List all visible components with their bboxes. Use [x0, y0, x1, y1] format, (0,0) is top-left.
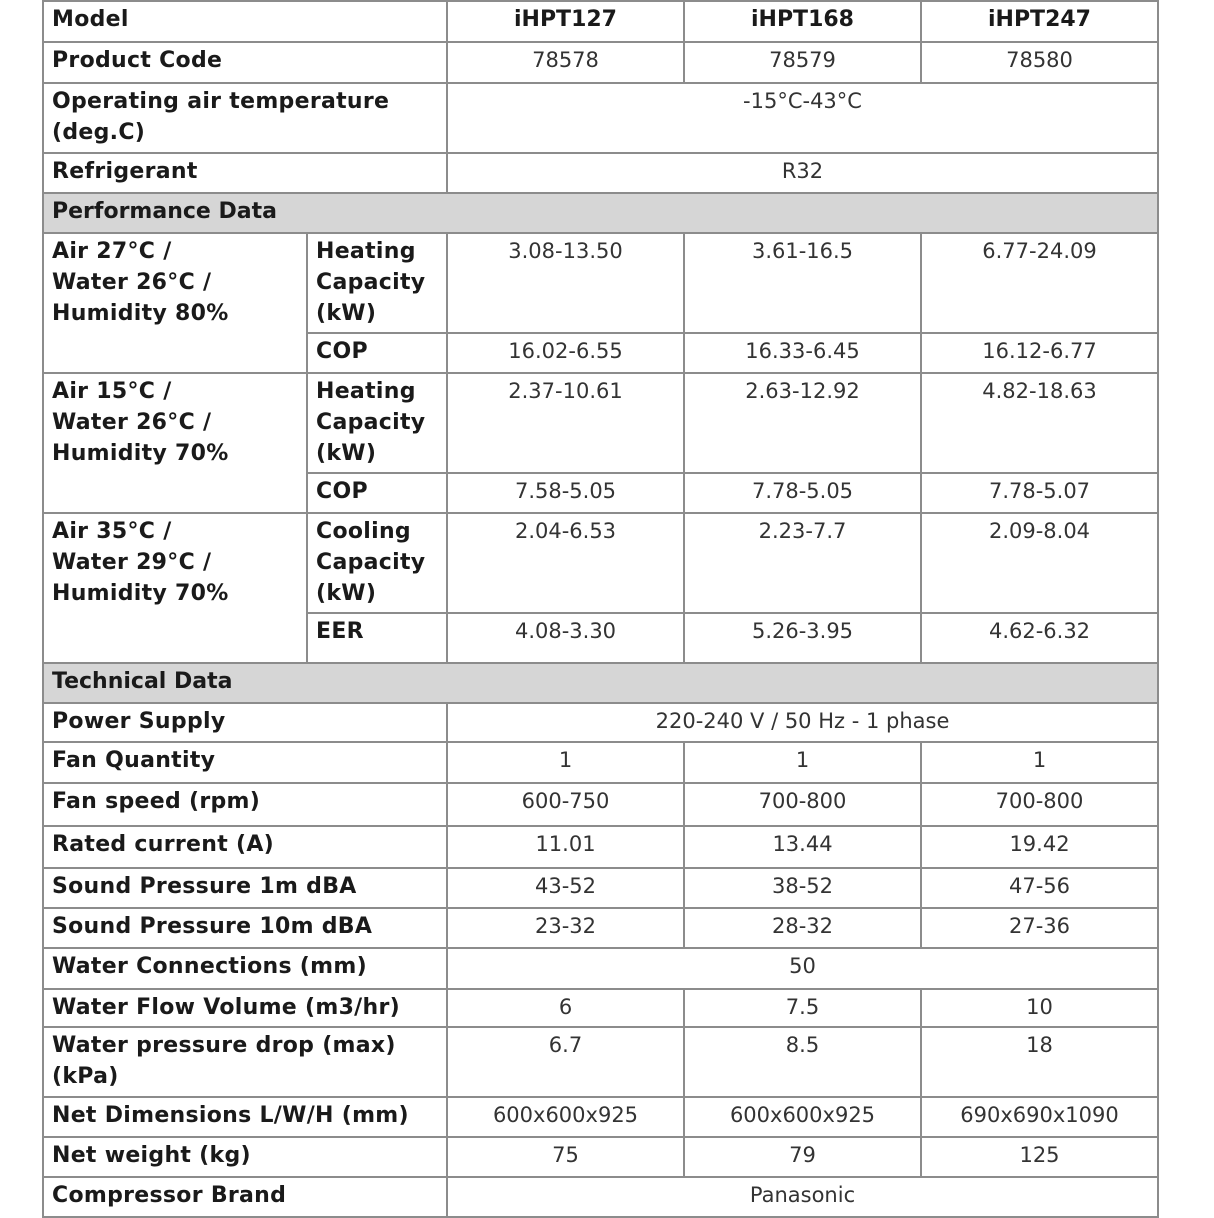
fan-speed-label: Fan speed (rpm): [43, 783, 447, 826]
sound-pressure-10m-value: 23-32: [447, 908, 684, 948]
sound-pressure-10m-value: 28-32: [684, 908, 921, 948]
sound-pressure-1m-value: 47-56: [921, 868, 1158, 908]
capacity-value: 6.77-24.09: [921, 233, 1158, 333]
net-dimensions-value: 690x690x1090: [921, 1097, 1158, 1137]
water-connections-label: Water Connections (mm): [43, 948, 447, 989]
product-code-value: 78578: [447, 42, 684, 83]
efficiency-value: 7.58-5.05: [447, 473, 684, 513]
efficiency-value: 4.08-3.30: [447, 613, 684, 663]
capacity-value: 2.04-6.53: [447, 513, 684, 613]
capacity-label: [307, 233, 447, 333]
net-weight-value: 75: [447, 1137, 684, 1177]
pressure-drop-value: 6.7: [447, 1027, 684, 1097]
technical-section-title: Technical Data: [43, 663, 1158, 703]
performance-capacity-row: [43, 513, 1158, 613]
capacity-label: [307, 373, 447, 473]
refrigerant-value: R32: [447, 153, 1158, 193]
water-flow-value: 6: [447, 989, 684, 1027]
operating-temp-row: [43, 83, 1158, 153]
condition-line: Air 27°C /: [52, 239, 172, 264]
condition-line: Water 26°C /: [52, 410, 212, 435]
condition-line: Humidity 80%: [52, 301, 229, 326]
capacity-label-line: Capacity: [316, 270, 426, 295]
performance-section-title: Performance Data: [43, 193, 1158, 233]
fan-speed-row: [43, 783, 1158, 826]
product-code-value: 78580: [921, 42, 1158, 83]
operating-temp-label: Operating air temperature (deg.C): [43, 83, 447, 153]
capacity-label-line: Heating: [316, 239, 416, 264]
sound-pressure-10m-label: Sound Pressure 10m dBA: [43, 908, 447, 948]
rated-current-value: 11.01: [447, 826, 684, 868]
sound-pressure-10m-value: 27-36: [921, 908, 1158, 948]
capacity-value: 2.63-12.92: [684, 373, 921, 473]
capacity-label-line: Heating: [316, 379, 416, 404]
capacity-value: 3.08-13.50: [447, 233, 684, 333]
capacity-value: 2.09-8.04: [921, 513, 1158, 613]
power-supply-row: [43, 703, 1158, 742]
net-dimensions-label: Net Dimensions L/W/H (mm): [43, 1097, 447, 1137]
model-name: iHPT127: [447, 1, 684, 42]
compressor-brand-label: Compressor Brand: [43, 1177, 447, 1217]
net-weight-value: 79: [684, 1137, 921, 1177]
sound-pressure-1m-value: 38-52: [684, 868, 921, 908]
capacity-value: 2.37-10.61: [447, 373, 684, 473]
spec-table: [42, 0, 1159, 1218]
refrigerant-label: Refrigerant: [43, 153, 447, 193]
pressure-drop-value: 8.5: [684, 1027, 921, 1097]
model-row: [43, 1, 1158, 42]
model-label: Model: [43, 1, 447, 42]
performance-capacity-row: [43, 233, 1158, 333]
fan-quantity-value: 1: [921, 742, 1158, 783]
net-dimensions-value: 600x600x925: [684, 1097, 921, 1137]
model-name: iHPT168: [684, 1, 921, 42]
rated-current-row: [43, 826, 1158, 868]
technical-section-header: [43, 663, 1158, 703]
capacity-value: 2.23-7.7: [684, 513, 921, 613]
operating-temp-value: -15°C-43°C: [447, 83, 1158, 153]
efficiency-value: 7.78-5.05: [684, 473, 921, 513]
capacity-label-line: Capacity: [316, 550, 426, 575]
water-flow-value: 10: [921, 989, 1158, 1027]
condition-line: Water 29°C /: [52, 550, 212, 575]
efficiency-value: 16.12-6.77: [921, 333, 1158, 373]
water-flow-row: [43, 989, 1158, 1027]
rated-current-label: Rated current (A): [43, 826, 447, 868]
capacity-label-line: (kW): [316, 301, 377, 326]
model-name: iHPT247: [921, 1, 1158, 42]
fan-speed-value: 700-800: [921, 783, 1158, 826]
condition-label: [43, 513, 307, 663]
efficiency-label: COP: [307, 333, 447, 373]
pressure-drop-row: [43, 1027, 1158, 1097]
efficiency-label: COP: [307, 473, 447, 513]
water-connections-value: 50: [447, 948, 1158, 989]
net-dimensions-row: [43, 1097, 1158, 1137]
performance-capacity-row: [43, 373, 1158, 473]
rated-current-value: 13.44: [684, 826, 921, 868]
efficiency-value: 5.26-3.95: [684, 613, 921, 663]
sound-pressure-1m-label: Sound Pressure 1m dBA: [43, 868, 447, 908]
net-dimensions-value: 600x600x925: [447, 1097, 684, 1137]
power-supply-label: Power Supply: [43, 703, 447, 742]
performance-section-header: [43, 193, 1158, 233]
net-weight-label: Net weight (kg): [43, 1137, 447, 1177]
condition-line: Humidity 70%: [52, 441, 229, 466]
condition-line: Humidity 70%: [52, 581, 229, 606]
net-weight-value: 125: [921, 1137, 1158, 1177]
capacity-label-line: (kW): [316, 581, 377, 606]
capacity-value: 3.61-16.5: [684, 233, 921, 333]
water-connections-row: [43, 948, 1158, 989]
net-weight-row: [43, 1137, 1158, 1177]
capacity-value: 4.82-18.63: [921, 373, 1158, 473]
product-code-row: [43, 42, 1158, 83]
efficiency-value: 7.78-5.07: [921, 473, 1158, 513]
capacity-label: [307, 513, 447, 613]
condition-line: Water 26°C /: [52, 270, 212, 295]
efficiency-value: 16.02-6.55: [447, 333, 684, 373]
condition-line: Air 15°C /: [52, 379, 172, 404]
fan-speed-value: 600-750: [447, 783, 684, 826]
compressor-brand-row: [43, 1177, 1158, 1217]
capacity-label-line: (kW): [316, 441, 377, 466]
capacity-label-line: Capacity: [316, 410, 426, 435]
fan-quantity-value: 1: [447, 742, 684, 783]
fan-quantity-row: [43, 742, 1158, 783]
pressure-drop-label: Water pressure drop (max) (kPa): [43, 1027, 447, 1097]
fan-quantity-value: 1: [684, 742, 921, 783]
sound-pressure-1m-value: 43-52: [447, 868, 684, 908]
product-code-value: 78579: [684, 42, 921, 83]
refrigerant-row: [43, 153, 1158, 193]
condition-label: [43, 233, 307, 373]
fan-quantity-label: Fan Quantity: [43, 742, 447, 783]
capacity-label-line: Cooling: [316, 519, 411, 544]
efficiency-value: 16.33-6.45: [684, 333, 921, 373]
water-flow-value: 7.5: [684, 989, 921, 1027]
product-code-label: Product Code: [43, 42, 447, 83]
power-supply-value: 220-240 V / 50 Hz - 1 phase: [447, 703, 1158, 742]
sound-pressure-10m-row: [43, 908, 1158, 948]
pressure-drop-value: 18: [921, 1027, 1158, 1097]
water-flow-label: Water Flow Volume (m3/hr): [43, 989, 447, 1027]
rated-current-value: 19.42: [921, 826, 1158, 868]
efficiency-value: 4.62-6.32: [921, 613, 1158, 663]
efficiency-label: EER: [307, 613, 447, 663]
compressor-brand-value: Panasonic: [447, 1177, 1158, 1217]
fan-speed-value: 700-800: [684, 783, 921, 826]
condition-label: [43, 373, 307, 513]
condition-line: Air 35°C /: [52, 519, 172, 544]
sound-pressure-1m-row: [43, 868, 1158, 908]
